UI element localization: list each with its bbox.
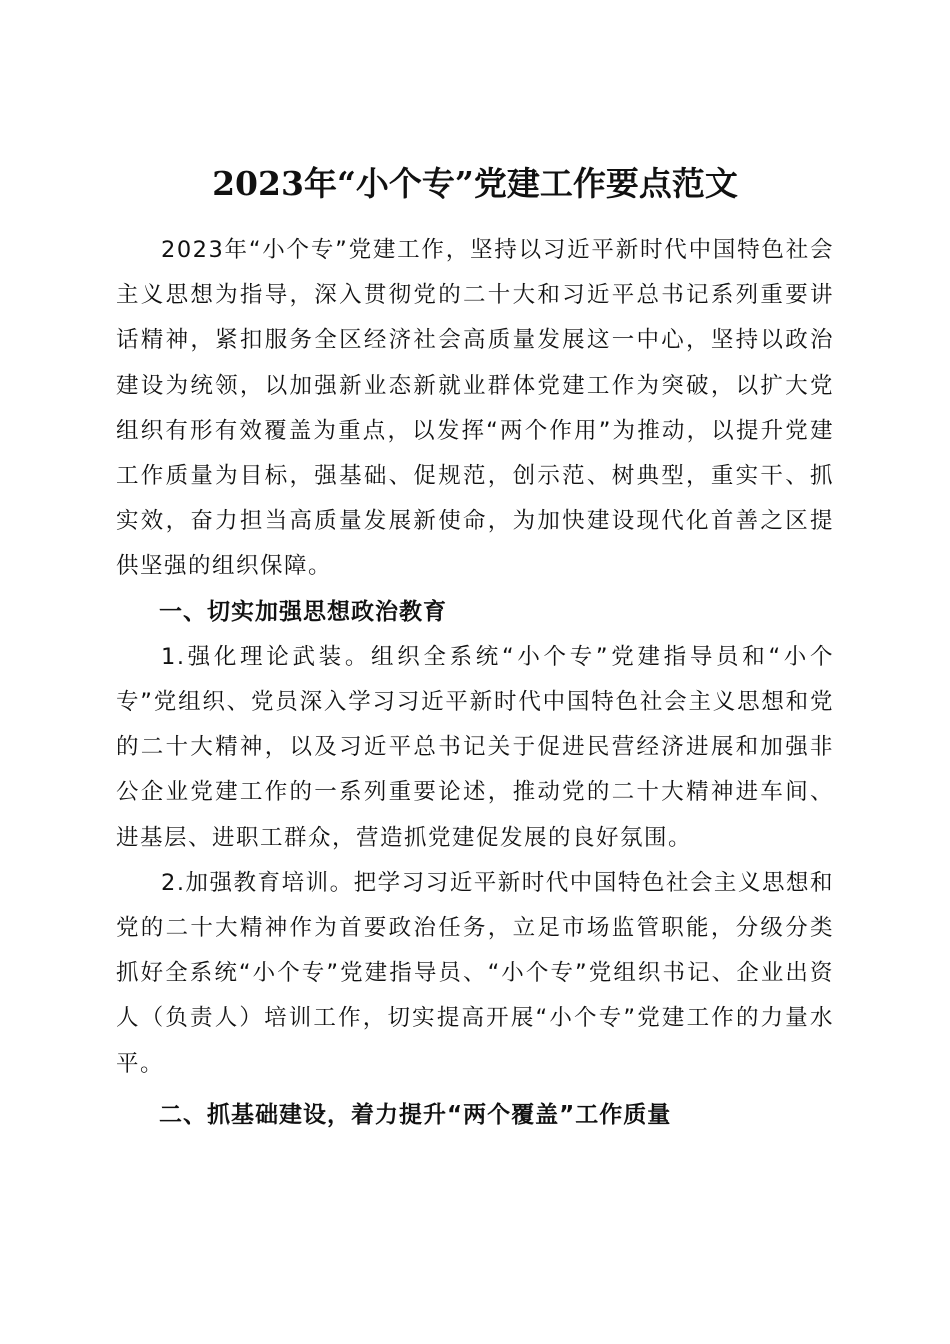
section-heading-1: 一、切实加强思想政治教育 [159,598,447,625]
section-heading-2: 二、抓基础建设，着力提升“两个覆盖”工作质量 [159,1101,672,1128]
intro-paragraph: 2023年“小个专”党建工作，坚持以习近平新时代中国特色社会主义思想为指导，深入贯彻党的二十大和习近平总书记系列重要讲话精神，紧扣服务全区经济社会高质量发展这一中心，坚持以政治建设为统领，以加强新业态新就业群体党建工作为突破，以扩大党组织有形有效覆盖为重点，以发挥“两个作用”为推动，以提升党建工作质量为目标，强基础、促规范，创示范、树典型，重实干、抓实效，奋力担当高质量发展新使命，为加快建设现代化首善之区提供坚强的组织保障。 [116,237,834,580]
section1-item-1: 1.强化理论武装。组织全系统“小个专”党建指导员和“小个专”党组织、党员深入学习习近平新时代中国特色社会主义思想和党的二十大精神，以及习近平总书记关于促进民营经济进展和加强非公企业党建工作的一系列重要论述，推动党的二十大精神进车间、进基层、进职工群众，营造抓党建促发展的良好氛围。 [116,643,834,851]
document-body [116,228,834,1138]
document-title: 2023年“小个专”党建工作要点范文 [212,164,738,204]
section1-item-2: 2.加强教育培训。把学习习近平新时代中国特色社会主义思想和党的二十大精神作为首要政治任务，立足市场监管职能，分级分类抓好全系统“小个专”党建指导员、“小个专”党组织书记、企业出资人（负责人）培训工作，切实提高开展“小个专”党建工作的力量水平。 [116,869,834,1077]
